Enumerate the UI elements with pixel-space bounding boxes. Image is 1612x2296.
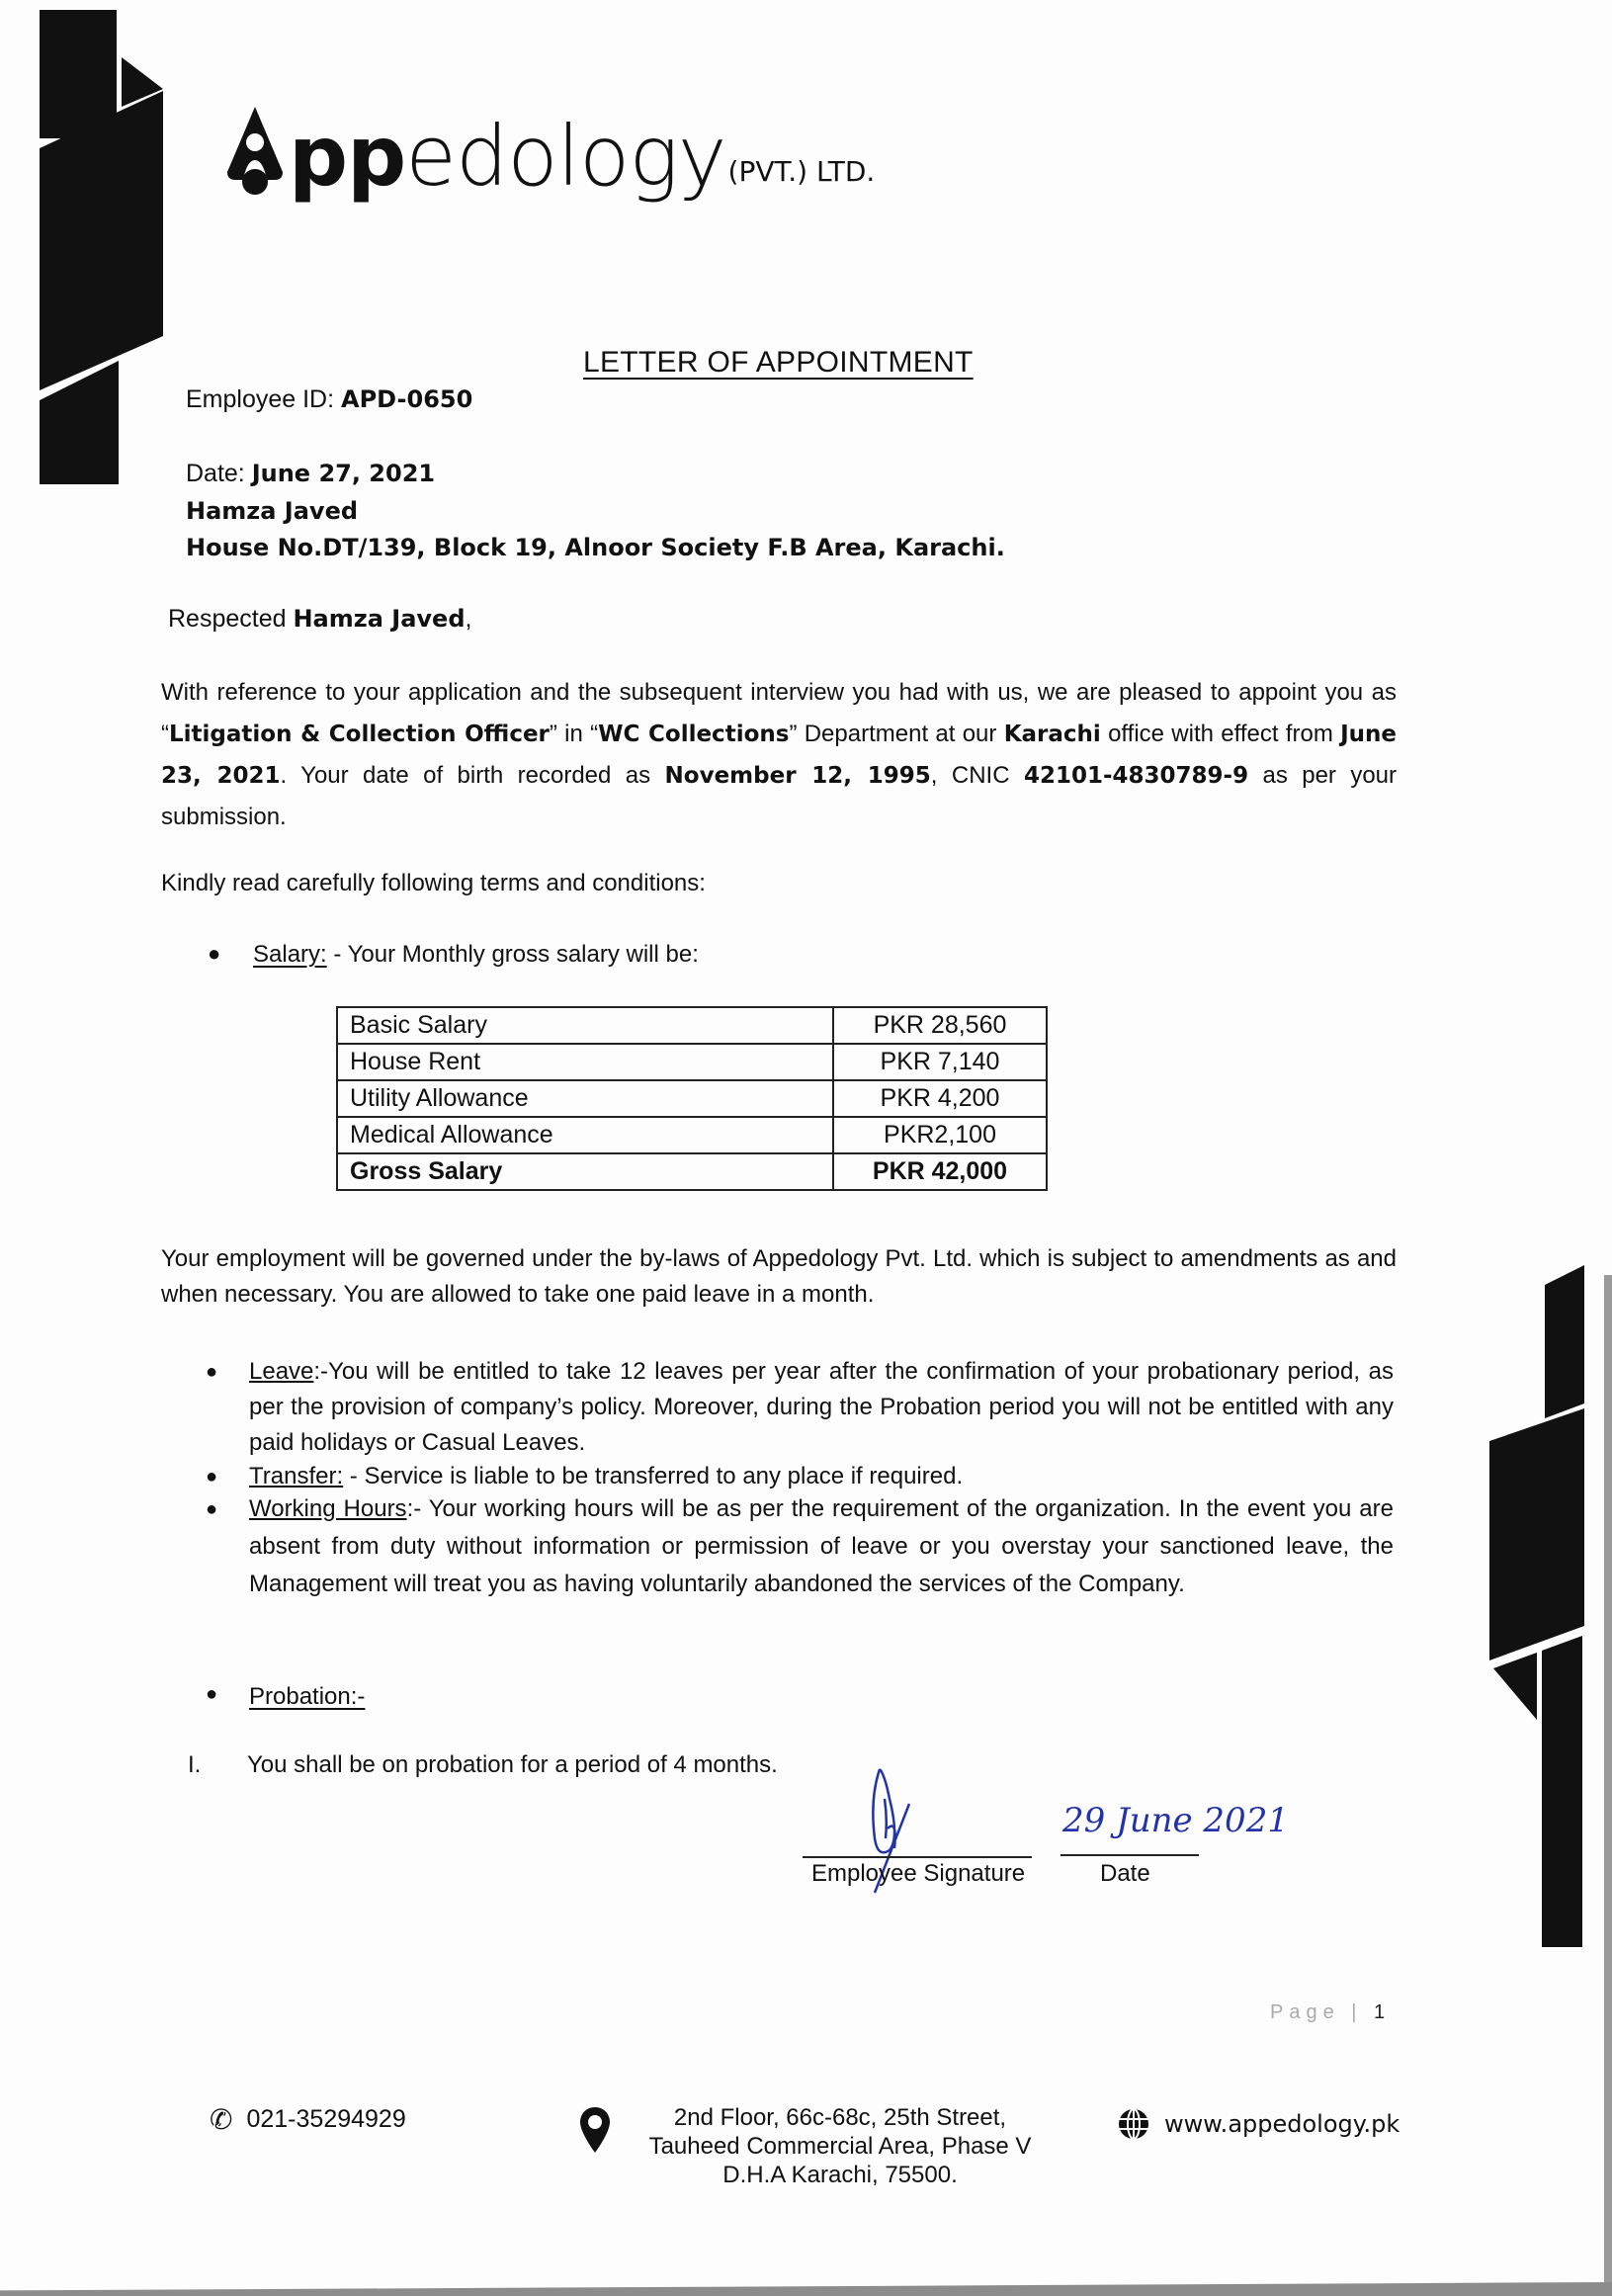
probation-bullet: [206, 1683, 366, 1711]
bullet-icon: ●: [206, 1683, 218, 1705]
leave-text: :-You will be entitled to take 12 leaves per year after the confirmation of your probationary period, as per the provision of company’s policy. Moreover, during the Probation period you will not be entitled with any paid holidays or Casual Leaves.: [249, 1358, 1394, 1456]
intro-text: . Your date of birth recorded as: [280, 762, 665, 789]
intro-text: office with effect from: [1100, 721, 1341, 747]
scan-edge: [1604, 1275, 1612, 2296]
company-logo: ppedology (PVT.) LTD.: [225, 99, 875, 198]
probation-label: Probation:-: [249, 1683, 366, 1710]
leave-bullet: [206, 1354, 1394, 1461]
office-city: Karachi: [1003, 722, 1101, 747]
working-hours-text: :- Your working hours will be as per the requirement of the organization. In the event you are absent from duty without information or permission of leave or you overstay your sanctioned leave, the Management will treat you as having voluntarily abandoned the services of the Company.: [249, 1495, 1394, 1597]
signature-line: [803, 1856, 1032, 1858]
employee-signature-label: Employee Signature: [811, 1860, 1026, 1887]
bullet-icon: ●: [206, 1498, 218, 1520]
salutation-suffix: ,: [465, 605, 472, 633]
salary-row: [337, 1153, 1047, 1190]
recipient-address: House No.DT/139, Block 19, Alnoor Society F.B Area, Karachi.: [186, 534, 1005, 561]
terms-intro: Kindly read carefully following terms and conditions:: [161, 870, 706, 896]
date-value: June 27, 2021: [251, 460, 436, 487]
working-hours-label: Working Hours: [249, 1495, 407, 1522]
salary-table: [336, 1006, 1048, 1191]
salary-amount: PKR 4,200: [833, 1080, 1047, 1117]
phone-number: 021-35294929: [246, 2105, 406, 2133]
page-number: Page | 1: [1270, 2001, 1386, 2023]
employee-id-label: Employee ID:: [186, 385, 342, 413]
effective-date: June 23, 2021: [161, 722, 1398, 789]
intro-text: as per your submission.: [161, 762, 1398, 830]
website-link[interactable]: www.appedology.pk: [1164, 2110, 1400, 2138]
salary-amount: PKR 28,560: [833, 1007, 1047, 1044]
salary-amount: PKR2,100: [833, 1117, 1047, 1153]
leave-label: Leave: [249, 1358, 314, 1385]
transfer-text: - Service is liable to be transferred to any place if required.: [343, 1463, 964, 1489]
cnic-number: 42101-4830789-9: [1023, 763, 1249, 789]
probation-numeral: I.: [188, 1751, 202, 1778]
salary-item: Utility Allowance: [337, 1080, 833, 1117]
salary-row: [337, 1117, 1047, 1153]
address-line: Tauheed Commercial Area, Phase V: [648, 2133, 1032, 2160]
bullet-icon: ●: [208, 941, 221, 966]
salutation: [168, 605, 471, 634]
probation-text: You shall be on probation for a period of 4 months.: [247, 1751, 778, 1778]
date-line: [186, 460, 435, 488]
location-pin-icon: [578, 2105, 612, 2155]
phone-icon: ✆: [210, 2104, 233, 2135]
transfer-label: Transfer:: [249, 1463, 344, 1489]
salutation-name: Hamza Javed: [293, 605, 466, 633]
footer-phone: [210, 2103, 406, 2136]
working-hours-bullet: [206, 1490, 1394, 1603]
salutation-prefix: Respected: [168, 605, 294, 633]
address-line: 2nd Floor, 66c-68c, 25th Street,: [673, 2104, 1007, 2131]
date-label: Date: [1100, 1860, 1150, 1887]
date-of-birth: November 12, 1995: [664, 763, 931, 789]
footer-website[interactable]: [1117, 2107, 1400, 2141]
page-title: LETTER OF APPOINTMENT: [583, 346, 974, 379]
salary-item: Gross Salary: [337, 1153, 833, 1190]
governance-paragraph: Your employment will be governed under the by-laws of Appedology Pvt. Ltd. which is subject to amendments as and when necessary. You are allowed to take one paid leave in a month.: [161, 1245, 1397, 1308]
intro-text: , CNIC: [930, 762, 1024, 789]
employee-id-value: APD-0650: [341, 385, 473, 413]
intro-text: ” Department at our: [789, 721, 1004, 747]
page-label: Page: [1270, 2001, 1340, 2023]
employee-id-line: [186, 385, 472, 414]
salary-item: Medical Allowance: [337, 1117, 833, 1153]
left-decorative-bar: [35, 10, 173, 998]
salary-amount: PKR 7,140: [833, 1044, 1047, 1080]
logo-suffix: (PVT.) LTD.: [727, 155, 876, 188]
date-line: [1061, 1854, 1199, 1856]
intro-text: With reference to your application and the subsequent interview you had with us, we are pleased to appoint you as “: [161, 679, 1397, 747]
salary-bullet: [208, 941, 699, 969]
handwritten-date: 29 June 2021: [1062, 1801, 1289, 1840]
transfer-bullet: [206, 1459, 1394, 1494]
salary-row: [337, 1044, 1047, 1080]
address-line: D.H.A Karachi, 75500.: [722, 2162, 958, 2188]
salary-label: Salary:: [253, 941, 327, 968]
salary-row: [337, 1007, 1047, 1044]
bullet-icon: ●: [206, 1361, 218, 1383]
department-name: WC Collections: [598, 722, 790, 747]
intro-paragraph: [161, 672, 1397, 838]
salary-row: [337, 1080, 1047, 1117]
recipient-name: Hamza Javed: [186, 497, 359, 525]
right-decorative-bar: [1487, 1255, 1596, 2253]
page-number-value: 1: [1374, 2001, 1386, 2023]
bullet-icon: ●: [206, 1466, 218, 1488]
intro-text: ” in “: [549, 721, 599, 747]
scan-edge: [0, 2282, 1612, 2296]
date-label: Date:: [186, 460, 252, 487]
salary-item: Basic Salary: [337, 1007, 833, 1044]
footer-address: [613, 2103, 1067, 2189]
logo-a-icon: [225, 103, 285, 198]
position-title: Litigation & Collection Officer: [169, 722, 550, 747]
salary-text: - Your Monthly gross salary will be:: [326, 941, 699, 968]
salary-item: House Rent: [337, 1044, 833, 1080]
globe-icon: [1117, 2107, 1150, 2141]
salary-amount: PKR 42,000: [833, 1153, 1047, 1190]
